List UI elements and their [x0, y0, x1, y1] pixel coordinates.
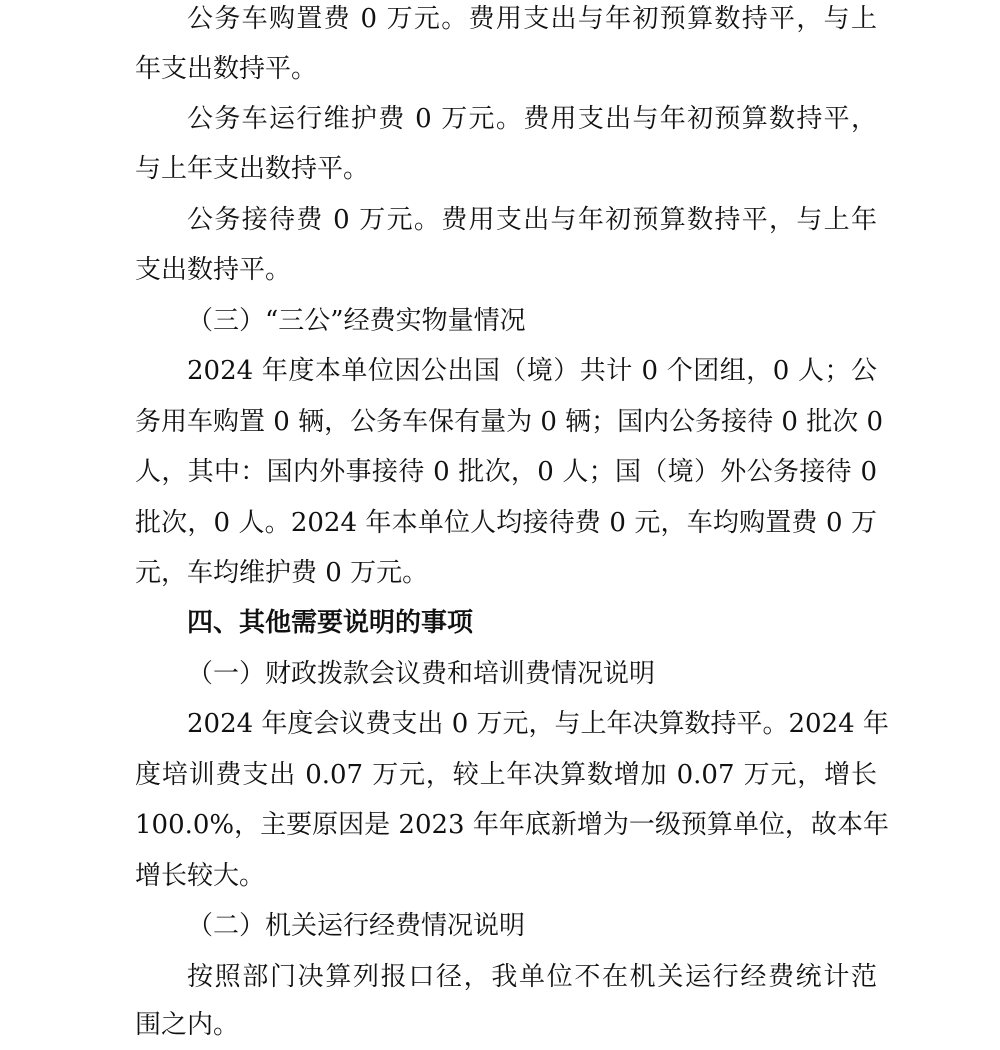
paragraph-meeting-line-3: 100.0%，主要原因是 2023 年年底新增为一级预算单位，故本年 — [135, 810, 889, 840]
paragraph-meeting-line-2: 度培训费支出 0.07 万元，较上年决算数增加 0.07 万元，增长 — [135, 760, 877, 790]
paragraph-meeting-line-4: 增长较大。 — [135, 861, 266, 891]
paragraph-operation-line-1: 按照部门决算列报口径，我单位不在机关运行经费统计范 — [187, 962, 877, 992]
subsection-2-heading: （二）机关运行经费情况说明 — [187, 911, 526, 941]
paragraph-car-purchase-line-2: 年支出数持平。 — [135, 54, 318, 84]
paragraph-physical-line-1: 2024 年度本单位因公出国（境）共计 0 个团组，0 人；公 — [187, 356, 877, 386]
paragraph-reception-line-1: 公务接待费 0 万元。费用支出与年初预算数持平，与上年 — [187, 205, 877, 235]
paragraph-physical-line-5: 元，车均维护费 0 万元。 — [135, 558, 429, 588]
paragraph-physical-line-2: 务用车购置 0 辆，公务车保有量为 0 辆；国内公务接待 0 批次 0 — [135, 407, 884, 437]
paragraph-physical-line-4: 批次，0 人。2024 年本单位人均接待费 0 元，车均购置费 0 万 — [135, 508, 877, 538]
paragraph-reception-line-2: 支出数持平。 — [135, 255, 292, 285]
part-4-heading: 四、其他需要说明的事项 — [187, 608, 474, 638]
paragraph-car-operation-line-1: 公务车运行维护费 0 万元。费用支出与年初预算数持平， — [187, 104, 877, 134]
paragraph-car-purchase-line-1: 公务车购置费 0 万元。费用支出与年初预算数持平，与上 — [187, 4, 877, 34]
subsection-1-heading: （一）财政拨款会议费和培训费情况说明 — [187, 659, 656, 689]
paragraph-operation-line-2: 围之内。 — [135, 1010, 240, 1040]
paragraph-meeting-line-1: 2024 年度会议费支出 0 万元，与上年决算数持平。2024 年 — [187, 709, 889, 739]
section-3-heading: （三）“三公”经费实物量情况 — [187, 306, 526, 336]
paragraph-car-operation-line-2: 与上年支出数持平。 — [135, 154, 370, 184]
paragraph-physical-line-3: 人，其中：国内外事接待 0 批次，0 人；国（境）外公务接待 0 — [135, 457, 877, 487]
